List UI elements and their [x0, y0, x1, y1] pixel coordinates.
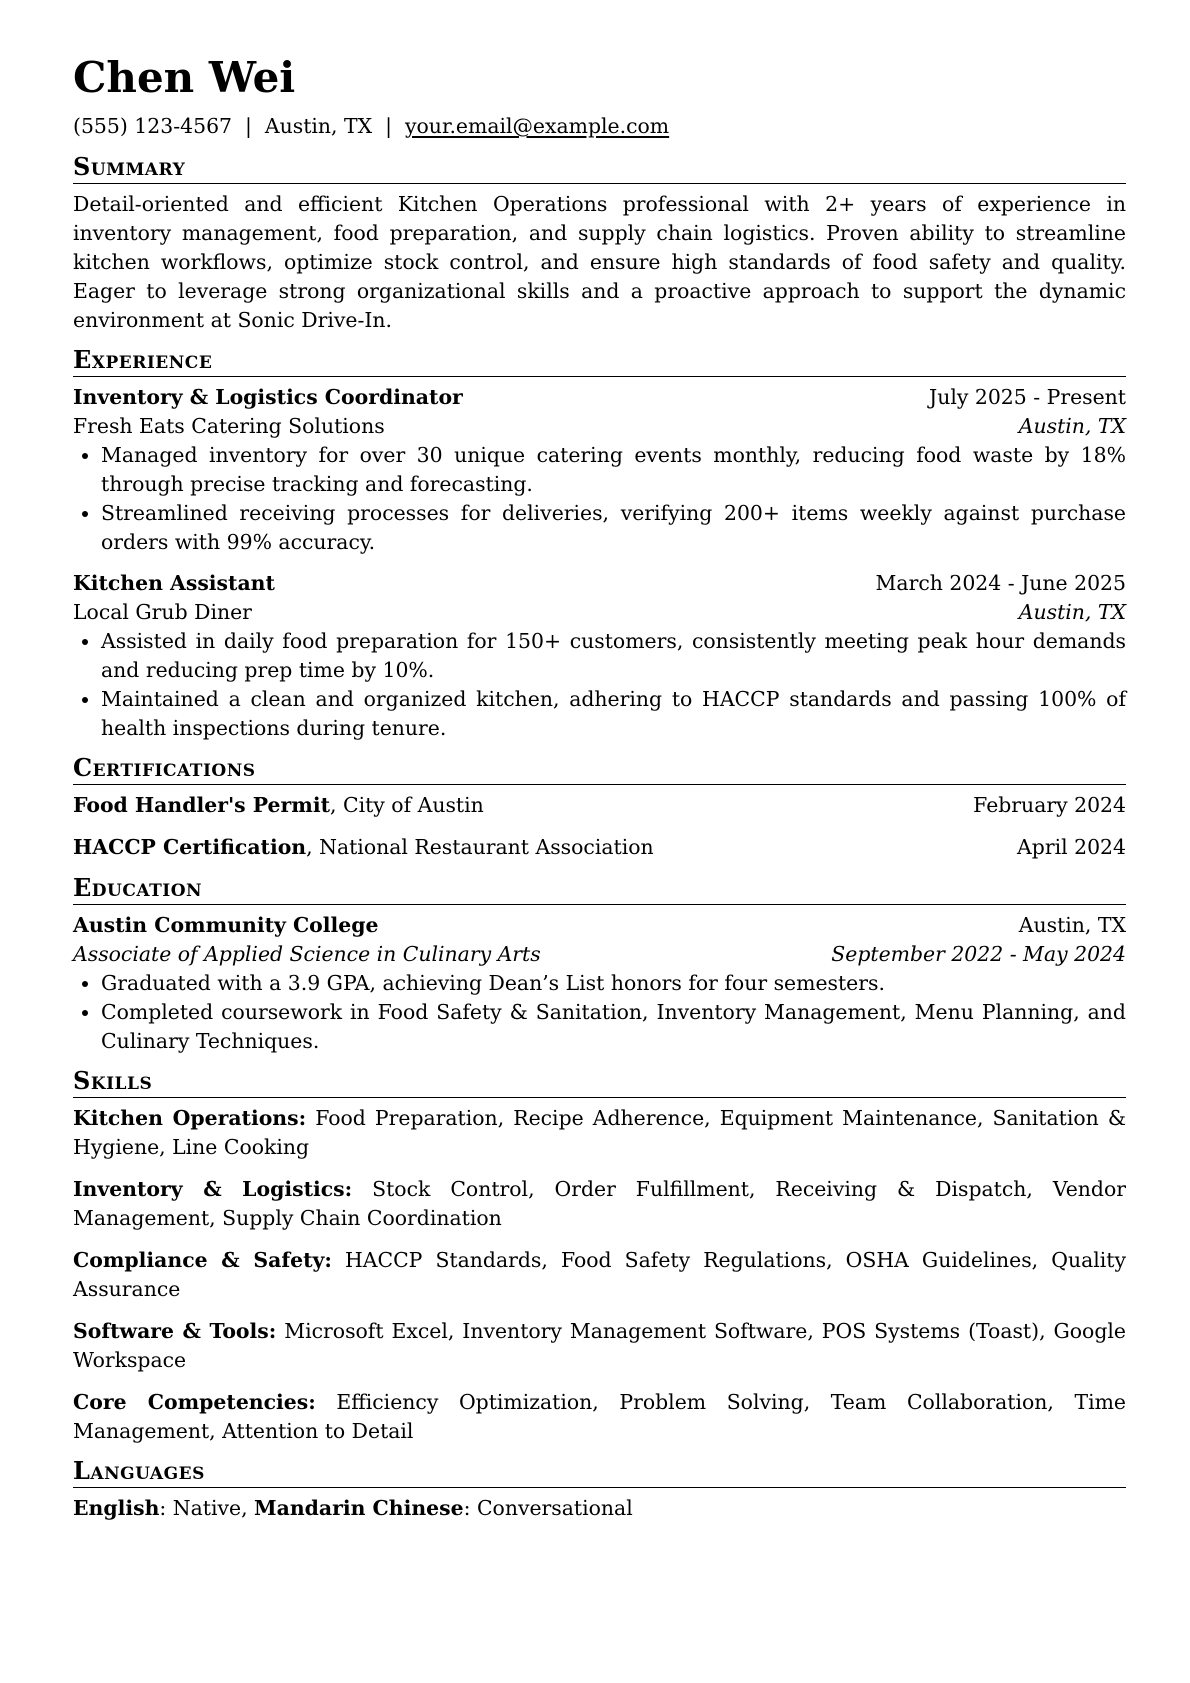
skill-value: Stock Control, Order Fulfillment, Receiving & Dispatch, Vendor Management, Supply Chain Coordination [73, 1177, 1126, 1230]
cert-item [73, 833, 1126, 863]
summary-section [73, 152, 1126, 335]
skills-section [73, 1066, 1126, 1446]
section-title: Summary [73, 152, 1126, 184]
education-bullets [73, 969, 1126, 1056]
school-name: Austin Community College [73, 913, 379, 937]
job-dates: July 2025 - Present [929, 385, 1126, 409]
school-location: Austin, TX [1018, 913, 1126, 937]
language-name: English [73, 1496, 160, 1520]
email-link[interactable]: your.email@example.com [405, 114, 670, 138]
language-name: Mandarin Chinese [254, 1496, 464, 1520]
bullet: • Maintained a clean and organized kitchen, adhering to HACCP standards and passing 100% of health inspections during tenure. [101, 685, 1126, 743]
job-entry [73, 383, 1126, 557]
job-role: Inventory & Logistics Coordinator [73, 385, 463, 409]
skill-value: Efficiency Optimization, Problem Solving, Team Collaboration, Time Management, Attention to Detail [73, 1390, 1127, 1443]
bullet: • Completed coursework in Food Safety & Sanitation, Inventory Management, Menu Planning, and Culinary Techniques. [101, 998, 1126, 1056]
section-title: Experience [73, 345, 1126, 377]
contact-line [73, 112, 1126, 142]
job-dates: March 2024 - June 2025 [875, 571, 1126, 595]
skill-line [73, 1175, 1126, 1233]
job-company: Local Grub Diner [73, 600, 252, 624]
skill-line [73, 1104, 1126, 1162]
separator: | [385, 114, 393, 138]
job-entry [73, 569, 1126, 743]
cert-name: Food Handler's Permit [73, 793, 331, 817]
bullet: • Managed inventory for over 30 unique catering events monthly, reducing food waste by 18% through precise tracking and forecasting. [101, 441, 1126, 499]
cert-date: April 2024 [1017, 835, 1126, 859]
cert-issuer: , National Restaurant Association [306, 835, 654, 859]
education-section [73, 873, 1126, 1056]
degree: Associate of Applied Science in Culinary Arts [73, 942, 541, 966]
cert-date: February 2024 [973, 793, 1126, 817]
bullet: • Graduated with a 3.9 GPA, achieving Dean’s List honors for four semesters. [101, 969, 1126, 998]
job-bullets [73, 441, 1126, 557]
section-title: Languages [73, 1456, 1126, 1488]
skill-value: HACCP Standards, Food Safety Regulations, OSHA Guidelines, Quality Assurance [73, 1248, 1127, 1301]
candidate-name: Chen Wei [73, 53, 296, 102]
experience-section [73, 345, 1126, 743]
resume-page [73, 52, 1126, 1523]
job-bullets [73, 627, 1126, 743]
summary-text: Detail-oriented and efficient Kitchen Operations professional with 2+ years of experience in inventory management, food preparation, and supply chain logistics. Proven ability to streamline kitchen workflows, optimize stock control, and ensure high standards of food safety and quality. Eager to leverage strong organizational skills and a proactive approach to support the dynamic environment at Sonic Drive-In. [73, 192, 1126, 332]
section-title: Education [73, 873, 1126, 905]
languages-line [73, 1494, 1126, 1523]
phone: (555) 123-4567 [73, 114, 233, 138]
language-level: : Native, [159, 1496, 255, 1520]
bullet: • Streamlined receiving processes for deliveries, verifying 200+ items weekly against purchase orders with 99% accuracy. [101, 499, 1126, 557]
section-title: Certifications [73, 753, 1126, 785]
job-role: Kitchen Assistant [73, 571, 275, 595]
skill-value: Microsoft Excel, Inventory Management Software, POS Systems (Toast), Google Workspace [73, 1319, 1126, 1372]
skill-label: Core Competencies: [73, 1390, 316, 1414]
job-company: Fresh Eats Catering Solutions [73, 414, 385, 438]
skill-value: Food Preparation, Recipe Adherence, Equipment Maintenance, Sanitation & Hygiene, Line Cooking [73, 1106, 1126, 1159]
skill-line [73, 1317, 1126, 1375]
skill-label: Inventory & Logistics: [73, 1177, 353, 1201]
job-location: Austin, TX [1018, 600, 1126, 624]
location: Austin, TX [264, 114, 373, 138]
job-location: Austin, TX [1018, 414, 1126, 438]
section-title: Skills [73, 1066, 1126, 1098]
skill-label: Compliance & Safety: [73, 1248, 332, 1272]
cert-issuer: , City of Austin [330, 793, 484, 817]
bullet: • Assisted in daily food preparation for 150+ customers, consistently meeting peak hour demands and reducing prep time by 10%. [101, 627, 1126, 685]
language-level: : Conversational [463, 1496, 633, 1520]
skill-line [73, 1388, 1126, 1446]
languages-section [73, 1456, 1126, 1523]
certifications-section [73, 753, 1126, 863]
cert-name: HACCP Certification [73, 835, 307, 859]
cert-item [73, 791, 1126, 833]
skill-label: Software & Tools: [73, 1319, 277, 1343]
skill-line [73, 1246, 1126, 1304]
education-dates: September 2022 - May 2024 [831, 942, 1126, 966]
separator: | [245, 114, 252, 138]
skill-label: Kitchen Operations: [73, 1106, 307, 1130]
